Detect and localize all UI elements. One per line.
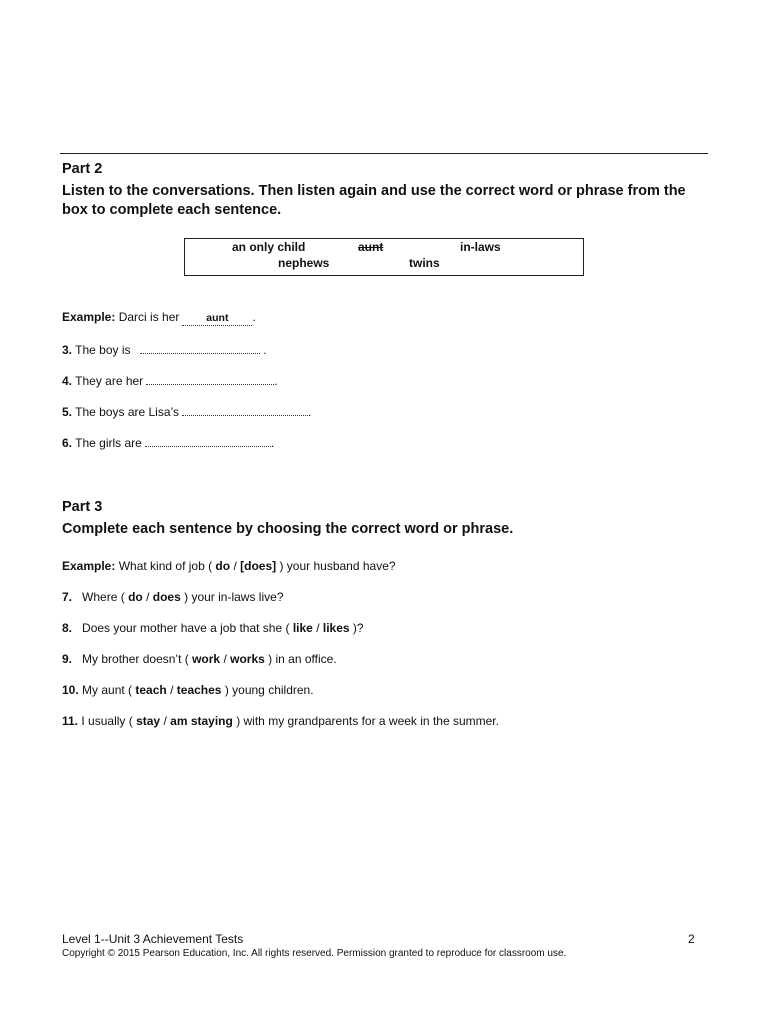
copyright-notice: Copyright © 2015 Pearson Education, Inc. All rights reserved. Permission granted to reproduce for classroom use. xyxy=(62,948,567,959)
option-2[interactable]: does xyxy=(152,590,181,604)
item-end: . xyxy=(274,374,278,388)
word-option: in-laws xyxy=(460,240,501,254)
item-post: ) with my grandparents for a week in the summer. xyxy=(236,714,499,728)
example-answer-blank: aunt xyxy=(182,313,252,326)
part-2-item-6 xyxy=(62,434,274,450)
part-3-title: Part 3 xyxy=(62,499,103,515)
item-post: ) young children. xyxy=(224,683,314,697)
top-rule xyxy=(60,153,708,154)
part-2-item-4 xyxy=(62,372,278,388)
part-2-item-3 xyxy=(62,341,267,357)
part-3-item-8 xyxy=(62,621,364,635)
item-number: 4. xyxy=(62,374,73,388)
option-separator: / xyxy=(146,590,150,604)
answer-blank[interactable] xyxy=(182,403,308,416)
item-end: . xyxy=(307,405,312,419)
item-text: The boy is xyxy=(75,343,131,357)
item-post: )? xyxy=(352,621,364,635)
option-separator: / xyxy=(233,559,237,573)
item-number: 5. xyxy=(62,405,73,419)
item-number: 10. xyxy=(62,683,79,697)
item-text: The boys are Lisa’s xyxy=(75,405,179,419)
example-pre: What kind of job ( xyxy=(118,559,213,573)
item-pre: I usually ( xyxy=(81,714,133,728)
answer-blank[interactable] xyxy=(140,341,260,354)
item-number: 8. xyxy=(62,621,73,635)
option-2[interactable]: teaches xyxy=(176,683,222,697)
word-option-crossed: aunt xyxy=(358,240,384,254)
option-2[interactable]: am staying xyxy=(170,714,233,728)
item-pre: My brother doesn’t ( xyxy=(82,652,189,666)
item-number: 3. xyxy=(62,343,73,357)
item-number: 11. xyxy=(62,714,79,728)
part-2-example xyxy=(62,310,256,326)
item-pre: My aunt ( xyxy=(82,683,133,697)
item-text: The girls are xyxy=(75,436,142,450)
option-1[interactable]: work xyxy=(192,652,221,666)
answer-blank[interactable] xyxy=(146,372,274,385)
option-1[interactable]: like xyxy=(292,621,313,635)
word-option: twins xyxy=(409,256,440,270)
option-2[interactable]: likes xyxy=(322,621,350,635)
item-number: 6. xyxy=(62,436,73,450)
part-3-item-9 xyxy=(62,652,337,666)
item-post: ) in an office. xyxy=(268,652,337,666)
item-post: ) your in-laws live? xyxy=(184,590,284,604)
page-number: 2 xyxy=(688,932,695,946)
part-3-item-11 xyxy=(62,714,499,728)
option-separator: / xyxy=(316,621,320,635)
item-end: . xyxy=(263,343,267,357)
word-box xyxy=(184,238,584,276)
example-text: Darci is her xyxy=(118,310,180,324)
example-end: . xyxy=(252,310,256,324)
footer-title: Level 1--Unit 3 Achievement Tests xyxy=(62,932,244,946)
option-1[interactable]: stay xyxy=(136,714,161,728)
item-pre: Where ( xyxy=(82,590,125,604)
answer-blank[interactable] xyxy=(145,434,271,447)
option-1[interactable]: do xyxy=(128,590,143,604)
item-text: They are her xyxy=(75,374,144,388)
example-post: ) your husband have? xyxy=(279,559,396,573)
option-separator: / xyxy=(170,683,174,697)
option-separator: / xyxy=(163,714,167,728)
part-3-item-7 xyxy=(62,590,284,604)
item-number: 7. xyxy=(62,590,73,604)
item-end: . xyxy=(270,436,275,450)
part-2-title: Part 2 xyxy=(62,161,103,177)
part-2-item-5 xyxy=(62,403,311,419)
example-label: Example: xyxy=(62,310,116,324)
word-option: nephews xyxy=(278,256,330,270)
example-label: Example: xyxy=(62,559,116,573)
part-2-instructions: Listen to the conversations. Then listen again and use the correct word or phrase from the box to complete each sentence. xyxy=(62,183,686,218)
item-pre: Does your mother have a job that she ( xyxy=(82,621,290,635)
option-1[interactable]: teach xyxy=(135,683,167,697)
option-2[interactable]: works xyxy=(230,652,265,666)
item-number: 9. xyxy=(62,652,73,666)
part-3-example xyxy=(62,559,396,573)
word-option: an only child xyxy=(232,240,306,254)
option-1: do xyxy=(215,559,231,573)
part-3-item-10 xyxy=(62,683,314,697)
option-2: [does] xyxy=(240,559,277,573)
option-separator: / xyxy=(223,652,227,666)
part-3-instructions: Complete each sentence by choosing the correct word or phrase. xyxy=(62,521,514,537)
